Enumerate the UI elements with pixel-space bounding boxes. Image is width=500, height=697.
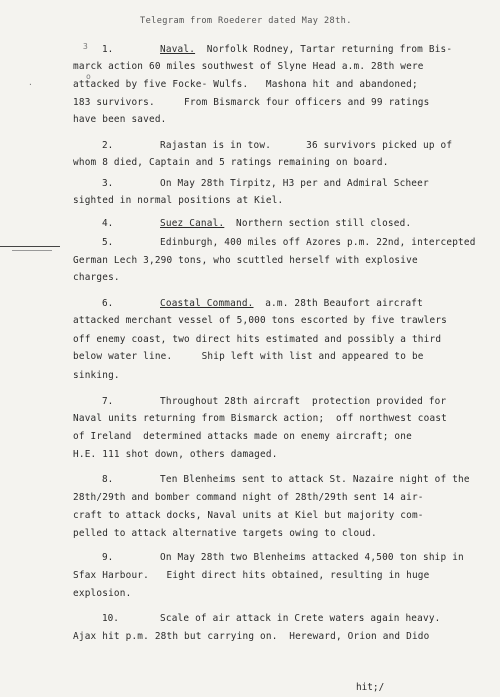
paragraph-line bbox=[160, 218, 411, 229]
margin-mark: 3 bbox=[83, 42, 88, 51]
document-header: Telegram from Roederer dated May 28th. bbox=[140, 16, 352, 26]
paragraph-number: 8. bbox=[102, 474, 114, 485]
paragraph-line: have been saved. bbox=[73, 114, 167, 125]
paragraph-line: Edinburgh, 400 miles off Azores p.m. 22nd, intercepted bbox=[160, 237, 476, 248]
section-label: Suez Canal. bbox=[160, 218, 225, 229]
margin-rule bbox=[0, 246, 60, 247]
paragraph-line: Throughout 28th aircraft protection provided for bbox=[160, 396, 447, 407]
margin-rule bbox=[12, 250, 52, 251]
paragraph-number: 4. bbox=[102, 218, 114, 229]
paragraph-line: Sfax Harbour. Eight direct hits obtained, resulting in huge bbox=[73, 570, 430, 581]
paragraph-number: 10. bbox=[102, 613, 119, 624]
paragraph-number: 9. bbox=[102, 552, 114, 563]
continuation-text: hit;/ bbox=[356, 682, 385, 693]
section-label: Coastal Command. bbox=[160, 298, 254, 309]
paragraph-line: German Lech 3,290 tons, who scuttled herself with explosive bbox=[73, 255, 418, 266]
paragraph-line: Ajax hit p.m. 28th but carrying on. Hereward, Orion and Dido bbox=[73, 631, 430, 642]
paragraph-line bbox=[160, 44, 452, 55]
paragraph-line: Ten Blenheims sent to attack St. Nazaire night of the bbox=[160, 474, 470, 485]
paragraph-line: Scale of air attack in Crete waters again heavy. bbox=[160, 613, 441, 624]
paragraph-number: 7. bbox=[102, 396, 114, 407]
paragraph-number: 1. bbox=[102, 44, 114, 55]
paragraph-line: explosion. bbox=[73, 588, 132, 599]
paragraph-line: 28th/29th and bomber command night of 28th/29th sent 14 air- bbox=[73, 492, 424, 503]
margin-mark: o bbox=[86, 72, 91, 81]
paragraph-line: 183 survivors. From Bismarck four officers and 99 ratings bbox=[73, 97, 430, 108]
paragraph-line: attacked merchant vessel of 5,000 tons escorted by five trawlers bbox=[73, 315, 448, 326]
paragraph-line: Rajastan is in tow. 36 survivors picked up of bbox=[160, 140, 453, 151]
paragraph-text: Northern section still closed. bbox=[224, 218, 412, 229]
paragraph-line: On May 28th two Blenheims attacked 4,500 ton ship in bbox=[160, 552, 464, 563]
paragraph-line: below water line. Ship left with list and appeared to be bbox=[73, 351, 424, 362]
paragraph-number: 2. bbox=[102, 140, 114, 151]
paragraph-number: 3. bbox=[102, 178, 114, 189]
paragraph-line: off enemy coast, two direct hits estimated and possibly a third bbox=[73, 334, 442, 345]
margin-mark: . bbox=[28, 78, 33, 87]
paragraph-line: marck action 60 miles southwest of Slyne Head a.m. 28th were bbox=[73, 61, 424, 72]
paragraph-line: of Ireland determined attacks made on enemy aircraft; one bbox=[73, 431, 412, 442]
section-label: Naval. bbox=[160, 44, 196, 55]
paragraph-line bbox=[160, 298, 423, 309]
paragraph-text: Norfolk Rodney, Tartar returning from Bis- bbox=[195, 44, 453, 55]
paragraph-line: craft to attack docks, Naval units at Kiel but majority com- bbox=[73, 510, 424, 521]
paragraph-line: attacked by five Focke- Wulfs. Mashona hit and abandoned; bbox=[73, 79, 418, 90]
paragraph-line: sighted in normal positions at Kiel. bbox=[73, 195, 284, 206]
paragraph-line: H.E. 111 shot down, others damaged. bbox=[73, 449, 278, 460]
paragraph-line: pelled to attack alternative targets owing to cloud. bbox=[73, 528, 377, 539]
paragraph-line: Naval units returning from Bismarck action; off northwest coast bbox=[73, 413, 448, 424]
paragraph-line: On May 28th Tirpitz, H3 per and Admiral Scheer bbox=[160, 178, 429, 189]
paragraph-line: sinking. bbox=[73, 370, 120, 381]
paragraph-number: 5. bbox=[102, 237, 114, 248]
paragraph-text: a.m. 28th Beaufort aircraft bbox=[253, 298, 423, 309]
paragraph-line: whom 8 died, Captain and 5 ratings remaining on board. bbox=[73, 157, 389, 168]
paragraph-line: charges. bbox=[73, 272, 120, 283]
paragraph-number: 6. bbox=[102, 298, 114, 309]
